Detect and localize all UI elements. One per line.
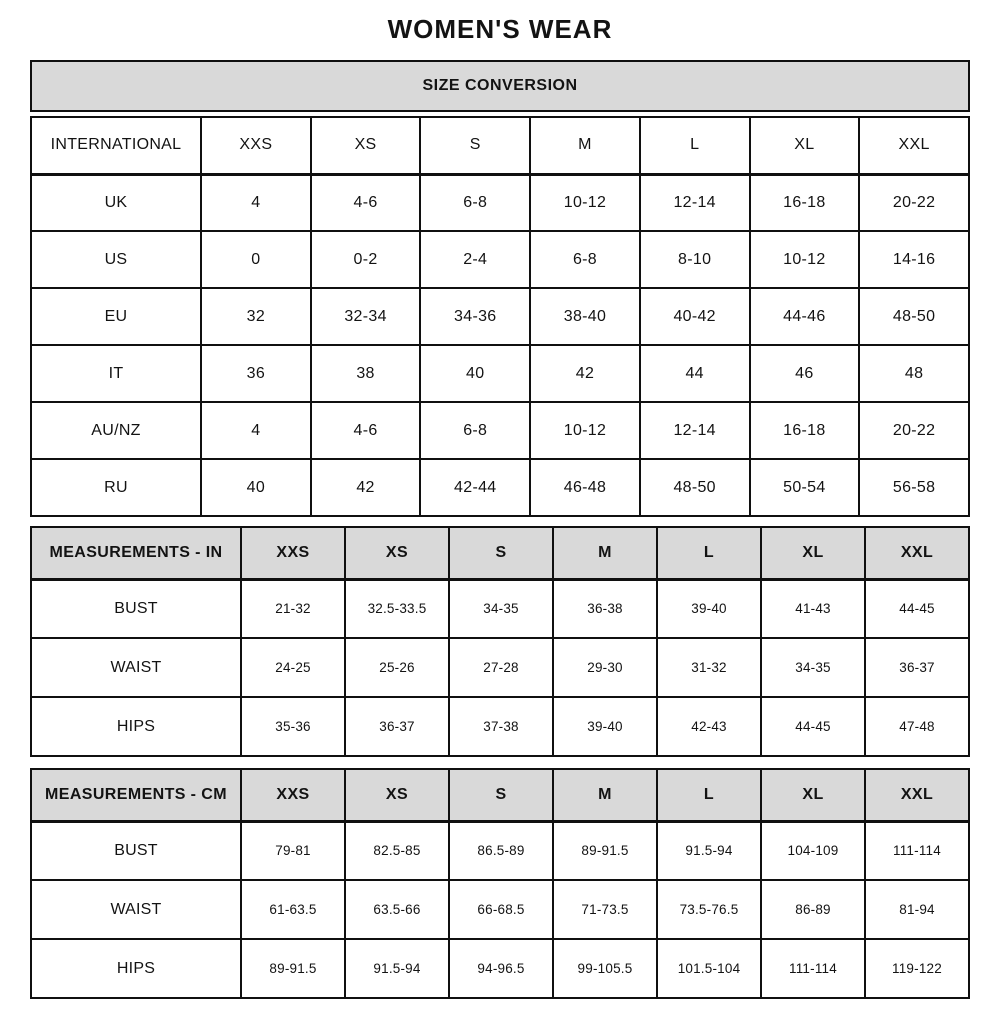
table-cell: 0-2: [311, 231, 421, 288]
table-cell: 40: [420, 345, 530, 402]
table-row: [31, 402, 969, 459]
table-cell: 16-18: [750, 402, 860, 459]
table-cell: 0: [201, 231, 311, 288]
table-cell: 89-91.5: [241, 939, 345, 998]
table-cell: 6-8: [420, 402, 530, 459]
table-cell: 111-114: [865, 821, 969, 880]
table-row: [31, 174, 969, 231]
table-cell: 21-32: [241, 579, 345, 638]
table-cell: 91.5-94: [345, 939, 449, 998]
table-cell: 36: [201, 345, 311, 402]
table-row: [31, 459, 969, 516]
table-cell: 25-26: [345, 638, 449, 697]
table-cell: 63.5-66: [345, 880, 449, 939]
column-header-cell: XXS: [241, 769, 345, 821]
table-cell: 56-58: [859, 459, 969, 516]
table-cell: 89-91.5: [553, 821, 657, 880]
table-cell: 104-109: [761, 821, 865, 880]
table-cell: 44-46: [750, 288, 860, 345]
table-cell: 4-6: [311, 402, 421, 459]
row-label: HIPS: [31, 939, 241, 998]
row-label: WAIST: [31, 638, 241, 697]
column-header-cell: M: [553, 527, 657, 579]
table-cell: 32-34: [311, 288, 421, 345]
table-cell: 4-6: [311, 174, 421, 231]
table-cell: 20-22: [859, 174, 969, 231]
measurements-in-table: [30, 526, 970, 757]
table-cell: 82.5-85: [345, 821, 449, 880]
table-cell: 10-12: [750, 231, 860, 288]
table-cell: 32.5-33.5: [345, 579, 449, 638]
column-header-cell: XXS: [201, 117, 311, 174]
table-cell: 46: [750, 345, 860, 402]
column-header-cell: XXS: [241, 527, 345, 579]
table-cell: 42-43: [657, 697, 761, 756]
table-row: [31, 231, 969, 288]
table-cell: 94-96.5: [449, 939, 553, 998]
column-header-cell: S: [420, 117, 530, 174]
table-row: [31, 345, 969, 402]
size-conversion-table: [30, 116, 970, 517]
column-header-cell: L: [657, 769, 761, 821]
column-header-cell: XXL: [865, 769, 969, 821]
table-row: [31, 579, 969, 638]
table-cell: 86-89: [761, 880, 865, 939]
table-cell: 38-40: [530, 288, 640, 345]
size-conversion-header: [30, 60, 970, 112]
table-cell: 61-63.5: [241, 880, 345, 939]
row-label: US: [31, 231, 201, 288]
table-cell: 50-54: [750, 459, 860, 516]
row-label: RU: [31, 459, 201, 516]
table-cell: 31-32: [657, 638, 761, 697]
table-cell: 4: [201, 402, 311, 459]
column-header-cell: XS: [345, 769, 449, 821]
column-header-cell: S: [449, 769, 553, 821]
table-cell: 99-105.5: [553, 939, 657, 998]
column-header-cell: XL: [761, 769, 865, 821]
table-cell: 119-122: [865, 939, 969, 998]
table-cell: 12-14: [640, 402, 750, 459]
table-cell: 48: [859, 345, 969, 402]
table-cell: 16-18: [750, 174, 860, 231]
column-header-cell: XS: [345, 527, 449, 579]
table-cell: 71-73.5: [553, 880, 657, 939]
column-header-cell: L: [640, 117, 750, 174]
table-cell: 34-36: [420, 288, 530, 345]
table-cell: 42: [530, 345, 640, 402]
row-label: BUST: [31, 821, 241, 880]
column-header-cell: XXL: [865, 527, 969, 579]
column-header-cell: XL: [750, 117, 860, 174]
column-header-cell: XL: [761, 527, 865, 579]
table-cell: 34-35: [761, 638, 865, 697]
row-group-header-cell: MEASUREMENTS - IN: [31, 527, 241, 579]
table-cell: 35-36: [241, 697, 345, 756]
column-header-row: [31, 117, 969, 174]
table-cell: 14-16: [859, 231, 969, 288]
table-cell: 36-38: [553, 579, 657, 638]
table-cell: 81-94: [865, 880, 969, 939]
table-cell: 24-25: [241, 638, 345, 697]
table-cell: 39-40: [553, 697, 657, 756]
table-cell: 41-43: [761, 579, 865, 638]
table-cell: 48-50: [859, 288, 969, 345]
row-label: BUST: [31, 579, 241, 638]
table-cell: 101.5-104: [657, 939, 761, 998]
row-label: AU/NZ: [31, 402, 201, 459]
column-header-cell: M: [553, 769, 657, 821]
table-cell: 8-10: [640, 231, 750, 288]
table-cell: 38: [311, 345, 421, 402]
table-row: [31, 697, 969, 756]
table-cell: 46-48: [530, 459, 640, 516]
table-row: [31, 288, 969, 345]
table-cell: 36-37: [865, 638, 969, 697]
page-title: WOMEN'S WEAR: [387, 14, 613, 44]
table-cell: 86.5-89: [449, 821, 553, 880]
table-cell: 32: [201, 288, 311, 345]
table-cell: 27-28: [449, 638, 553, 697]
table-row: [31, 939, 969, 998]
row-label: UK: [31, 174, 201, 231]
table-cell: 48-50: [640, 459, 750, 516]
row-label: IT: [31, 345, 201, 402]
table-cell: 2-4: [420, 231, 530, 288]
column-header-cell: XXL: [859, 117, 969, 174]
column-header-cell: M: [530, 117, 640, 174]
table-cell: 44-45: [865, 579, 969, 638]
table-cell: 34-35: [449, 579, 553, 638]
table-cell: 29-30: [553, 638, 657, 697]
table-cell: 111-114: [761, 939, 865, 998]
table-cell: 40: [201, 459, 311, 516]
column-header-row: [31, 527, 969, 579]
table-row: [31, 638, 969, 697]
table-cell: 10-12: [530, 402, 640, 459]
table-row: [31, 880, 969, 939]
table-cell: 6-8: [420, 174, 530, 231]
row-label: WAIST: [31, 880, 241, 939]
row-label: HIPS: [31, 697, 241, 756]
row-group-header-cell: MEASUREMENTS - CM: [31, 769, 241, 821]
table-cell: 42: [311, 459, 421, 516]
table-cell: 20-22: [859, 402, 969, 459]
table-cell: 40-42: [640, 288, 750, 345]
table-cell: 91.5-94: [657, 821, 761, 880]
column-header-cell: S: [449, 527, 553, 579]
column-header-row: [31, 769, 969, 821]
table-cell: 66-68.5: [449, 880, 553, 939]
table-cell: 79-81: [241, 821, 345, 880]
table-cell: 4: [201, 174, 311, 231]
column-header-cell: XS: [311, 117, 421, 174]
table-cell: 10-12: [530, 174, 640, 231]
column-header-cell: L: [657, 527, 761, 579]
table-cell: 36-37: [345, 697, 449, 756]
table-row: [31, 821, 969, 880]
table-cell: 47-48: [865, 697, 969, 756]
table-cell: 37-38: [449, 697, 553, 756]
size-conversion-header-label: SIZE CONVERSION: [422, 77, 578, 94]
table-cell: 44: [640, 345, 750, 402]
table-cell: 42-44: [420, 459, 530, 516]
table-cell: 12-14: [640, 174, 750, 231]
table-cell: 73.5-76.5: [657, 880, 761, 939]
row-group-header-cell: INTERNATIONAL: [31, 117, 201, 174]
table-cell: 39-40: [657, 579, 761, 638]
row-label: EU: [31, 288, 201, 345]
table-cell: 6-8: [530, 231, 640, 288]
measurements-cm-table: [30, 768, 970, 999]
table-cell: 44-45: [761, 697, 865, 756]
